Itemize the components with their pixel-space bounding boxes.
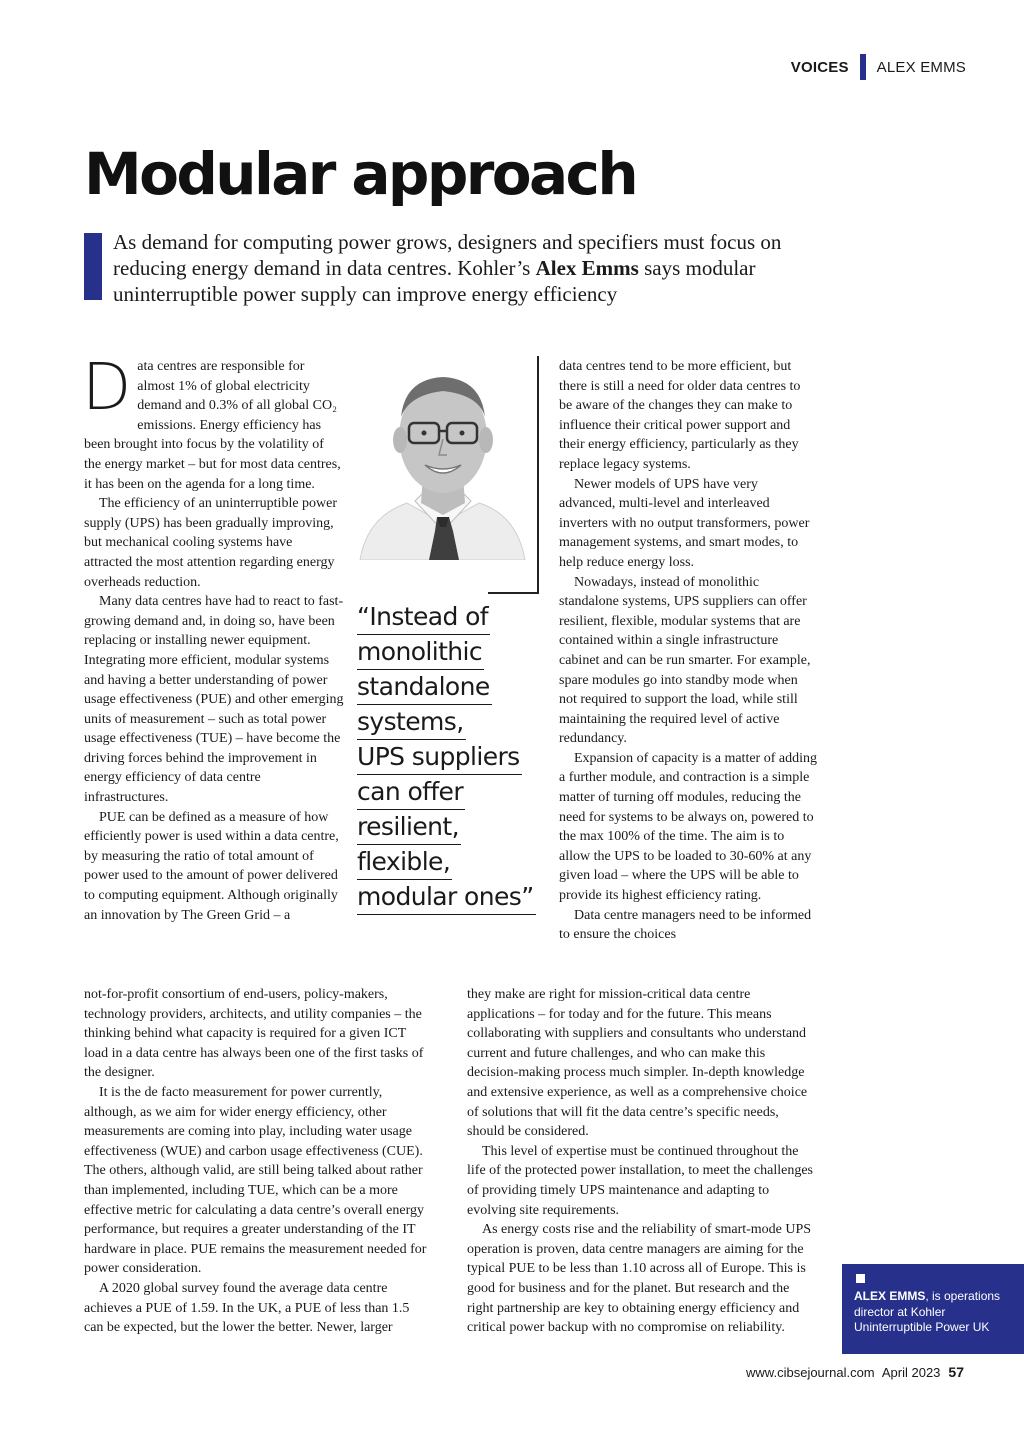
author-label: ALEX EMMS bbox=[876, 58, 966, 76]
standfirst-text: As demand for computing power grows, designers and specifiers must focus on reducing energy demand in data centres. Kohler’s bbox=[113, 230, 782, 280]
standfirst-accent-bar bbox=[84, 233, 102, 300]
pull-quote-text: standalone bbox=[357, 670, 492, 705]
body-paragraph: Newer models of UPS have very advanced, multi-level and interleaved inverters with no output transformers, power management systems, and smart modes, to help reduce energy loss. bbox=[559, 476, 810, 570]
article-title: Modular approach bbox=[84, 140, 637, 208]
body-paragraph: Nowadays, instead of monolithic standalone systems, UPS suppliers can offer resilient, flexible, modular systems that are contained within a single infrastructure cabinet and can be run smarter. For example, spare modules go into standby mode when not required to support the load, while still maintaining the required level of active redundancy. bbox=[559, 574, 811, 747]
pull-quote-text: “Instead of bbox=[357, 600, 490, 635]
body-paragraph: As energy costs rise and the reliability of smart-mode UPS operation is proven, data centre managers are aiming for the typical PUE to be less than 1.10 across all of Europe. This is good for business and for the planet. But research and the right partnership are key to obtaining energy efficiency and critical power backup with no compromise on reliability. bbox=[467, 1222, 812, 1336]
photo-frame-rule bbox=[488, 592, 539, 594]
body-column-right-lower bbox=[467, 985, 817, 1338]
standfirst-text-end: says modular uninterruptible power supply can improve energy efficiency bbox=[113, 256, 756, 306]
pull-quote-line bbox=[357, 810, 536, 845]
author-bio-box bbox=[842, 1264, 1024, 1354]
body-paragraph: they make are right for mission-critical data centre applications – for today and for the future. This means collaborating with suppliers and consultants who understand current and future challenges, and who can make this decision-making process much simpler. In-depth knowledge and extensive experience, as well as a comprehensive choice of solutions that will fit the data centre’s specific needs, should be considered. bbox=[467, 987, 808, 1140]
body-paragraph: Data centre managers need to be informed to ensure the choices bbox=[559, 907, 812, 943]
section-divider bbox=[860, 54, 866, 80]
pull-quote-line bbox=[357, 740, 536, 775]
body-paragraph: Many data centres have had to react to fast-growing demand and, in doing so, have been replacing or installing newer equipment. Integrating more efficient, modular systems and having a better understanding of power usage effectiveness (PUE) and other emerging units of measurement – such as total power usage effectiveness (TUE) – have become the driving forces behind the improvement in energy efficiency of data centre infrastructures. bbox=[84, 594, 344, 806]
footer-date: April 2023 bbox=[881, 1365, 941, 1380]
pull-quote-line bbox=[357, 845, 536, 880]
body-column-right-upper bbox=[559, 357, 817, 945]
pull-quote-text: UPS suppliers bbox=[357, 740, 522, 775]
pull-quote-text: flexible, bbox=[357, 845, 452, 880]
pull-quote-text: modular ones” bbox=[357, 880, 536, 915]
bio-name: ALEX EMMS bbox=[854, 1289, 926, 1303]
photo-frame-rule bbox=[537, 356, 539, 594]
pull-quote-line bbox=[357, 705, 536, 740]
body-paragraph bbox=[82, 351, 344, 494]
pull-quote-text: can offer bbox=[357, 775, 465, 810]
body-paragraph: A 2020 global survey found the average data centre achieves a PUE of 1.59. In the UK, a PUE of less than 1.5 can be expected, but the lower the better. Newer, larger bbox=[84, 1280, 410, 1336]
bio-text bbox=[854, 1289, 1014, 1336]
bio-description: , is operations director at Kohler Uninterruptible Power UK bbox=[854, 1289, 1001, 1334]
page-number: 57 bbox=[948, 1364, 964, 1380]
pull-quote-line bbox=[357, 600, 536, 635]
body-column-left-lower bbox=[84, 985, 430, 1338]
bio-square-icon bbox=[856, 1274, 865, 1283]
body-paragraph: Expansion of capacity is a matter of adding a further module, and contraction is a simple matter of turning off modules, reducing the need for systems to be always on, powered to the max 100% of the time. The aim is to allow the UPS to be loaded to 30-60% at any given load – where the UPS will be able to provide its highest efficiency rating. bbox=[559, 750, 817, 904]
body-paragraph: The efficiency of an uninterruptible power supply (UPS) has been gradually improving, but mechanical cooling systems have attracted the most attention regarding energy overheads reduction. bbox=[84, 496, 338, 590]
pull-quote-line bbox=[357, 670, 536, 705]
standfirst bbox=[113, 229, 833, 307]
footer-website: www.cibsejournal.com bbox=[746, 1365, 875, 1380]
drop-cap: D bbox=[82, 351, 132, 425]
body-column-left-upper bbox=[82, 351, 344, 925]
pull-quote-line bbox=[357, 775, 536, 810]
body-paragraph: This level of expertise must be continued throughout the life of the protected power installation, to meet the challenges of providing timely UPS maintenance and adapting to evolving site requirements. bbox=[467, 1143, 813, 1218]
body-paragraph: It is the de facto measurement for power currently, although, as we aim for wider energy efficiency, other measurements are coming into play, including water usage effectiveness (WUE) and carbon usage effectiveness (CUE). The others, although valid, are still being talked about rather than implemented, including TUE, which can be a more effective metric for calculating a data centre’s overall energy performance, but requires a greater understanding of the IT hardware in place. PUE remains the measurement needed for power consideration. bbox=[84, 1084, 427, 1277]
pull-quote-line bbox=[357, 880, 536, 915]
body-paragraph: data centres tend to be more efficient, but there is still a need for older data centres to be aware of the changes they can make to influence their critical power support and their energy efficiency, particularly as they replace legacy systems. bbox=[559, 359, 801, 472]
section-label: VOICES bbox=[790, 58, 849, 76]
body-paragraph: not-for-profit consortium of end-users, policy-makers, technology providers, architects, and utility companies – the thinking behind what capacity is required for a given ICT load in a data centre has always been one of the first tasks of the designer. bbox=[84, 987, 424, 1081]
author-portrait-image bbox=[355, 355, 530, 560]
author-photo bbox=[355, 355, 530, 560]
pull-quote-text: resilient, bbox=[357, 810, 461, 845]
standfirst-author: Alex Emms bbox=[535, 256, 639, 280]
pull-quote-text: monolithic bbox=[357, 635, 484, 670]
pull-quote bbox=[357, 600, 536, 915]
page-footer bbox=[746, 1364, 964, 1380]
body-paragraph: PUE can be defined as a measure of how efficiently power is used within a data centre, by measuring the ratio of total amount of power used to the amount of power delivered to computing equipment. Although originally an innovation by The Green Grid – a bbox=[84, 809, 339, 923]
pull-quote-text: systems, bbox=[357, 705, 466, 740]
paragraph-text: ata centres are responsible for almost 1% of global electricity demand and 0.3% of all global CO₂ emissions. Energy efficiency has been brought into focus by the volatility of the energy market – but for most data centres, it has been on the agenda for a long time. bbox=[84, 359, 341, 492]
pull-quote-line bbox=[357, 635, 536, 670]
section-header bbox=[791, 56, 966, 78]
